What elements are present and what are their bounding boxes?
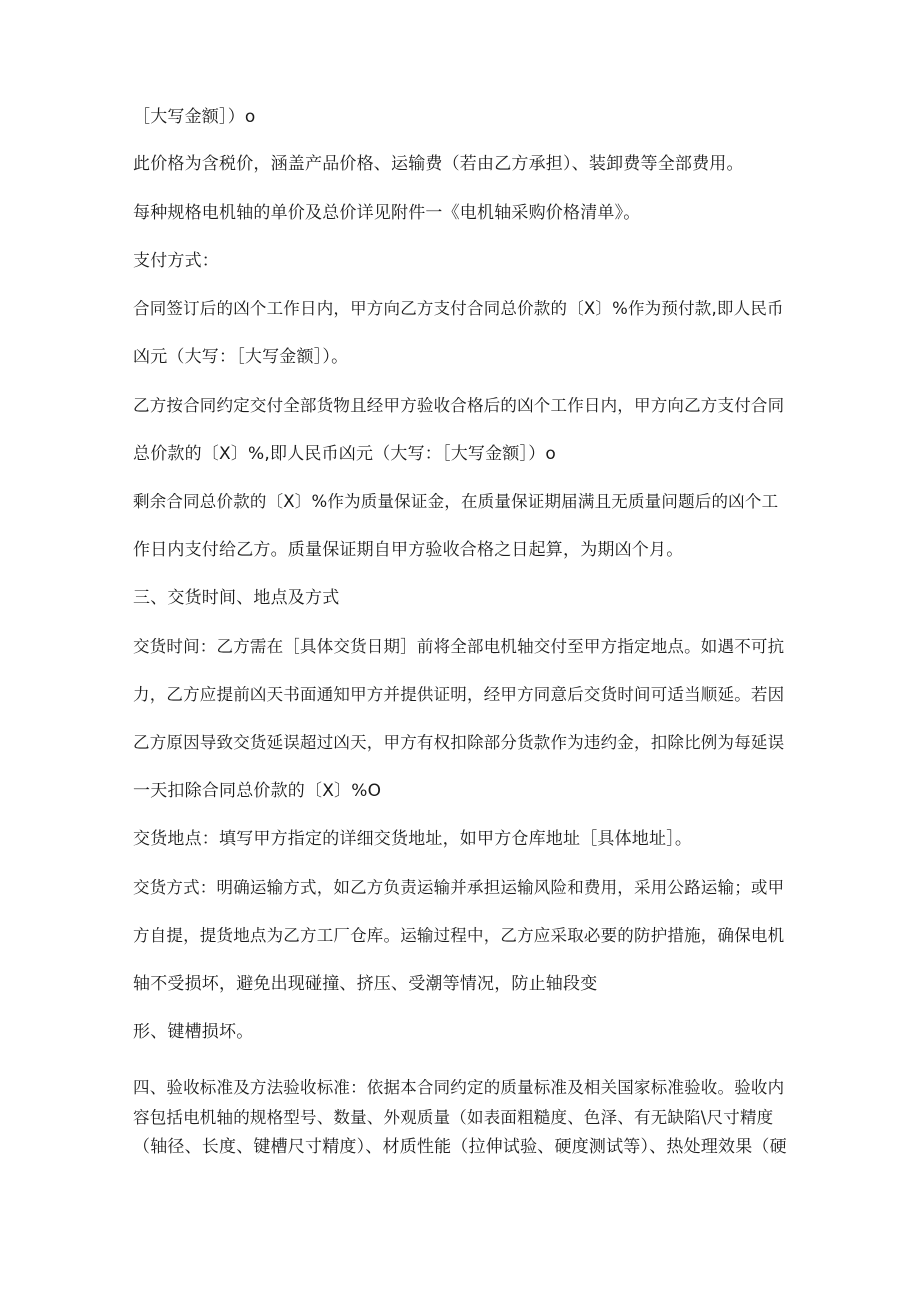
text-line: 支付方式： [133, 251, 219, 271]
text-line: 总价款的〔X〕%,即人民币凶元（大写：［大写金额］）o [133, 444, 557, 464]
text-line: 合同签订后的凶个工作日内，甲方向乙方支付合同总价款的〔X〕%作为预付款,即人民币 [133, 299, 784, 318]
section-heading: 三、交货时间、地点及方式 [133, 588, 340, 608]
text-line: 力，乙方应提前凶天书面通知甲方并提供证明，经甲方同意后交货时间可适当顺延。若因 [133, 685, 785, 704]
text-line: 轴不受损坏，避免出现碰撞、挤压、受潮等情况，防止轴段变 [133, 974, 598, 994]
text-line: 乙方按合同约定交付全部货物且经甲方验收合格后的凶个工作日内，甲方向乙方支付合同 [133, 396, 785, 415]
text-line: ［大写金额］）o [133, 107, 256, 127]
text-line: （轴径、长度、键槽尺寸精度）、材质性能（拉伸试验、硬度测试等）、热处理效果（硬 [133, 1137, 787, 1157]
section-heading: 四、验收标准及方法验收标准：依据本合同约定的质量标准及相关国家标准验收。验收内 [133, 1078, 785, 1097]
text-line: 每种规格电机轴的单价及总价详见附件一《电机轴采购价格清单》。 [133, 203, 641, 223]
text-line: 剩余合同总价款的〔X〕%作为质量保证金，在质量保证期届满且无质量问题后的凶个工 [133, 492, 779, 511]
text-line: 交货方式：明确运输方式，如乙方负责运输并承担运输风险和费用，采用公路运输；或甲 [133, 878, 785, 897]
text-line: 交货地点：填写甲方指定的详细交货地址，如甲方仓库地址［具体地址］。 [133, 829, 693, 849]
text-line: 方自提，提货地点为乙方工厂仓库。运输过程中，乙方应采取必要的防护措施，确保电机 [133, 926, 785, 945]
text-line: 交货时间：乙方需在［具体交货日期］前将全部电机轴交付至甲方指定地点。如遇不可抗 [133, 637, 785, 656]
text-line: 形、键槽损坏。 [133, 1022, 254, 1042]
text-line: 一天扣除合同总价款的〔X〕%O [133, 781, 382, 801]
text-line: 容包括电机轴的规格型号、数量、外观质量（如表面粗糙度、色泽、有无缺陷\尺寸精度 [133, 1108, 774, 1127]
text-line: 乙方原因导致交货延误超过凶天，甲方有权扣除部分货款作为违约金，扣除比例为每延误 [133, 733, 785, 752]
text-line: 此价格为含税价，涵盖产品价格、运输费（若由乙方承担）、装卸费等全部费用。 [133, 154, 744, 174]
text-line: 作日内支付给乙方。质量保证期自甲方验收合格之日起算，为期凶个月。 [133, 540, 684, 560]
text-line: 凶元（大写：［大写金额］）。 [133, 347, 349, 367]
